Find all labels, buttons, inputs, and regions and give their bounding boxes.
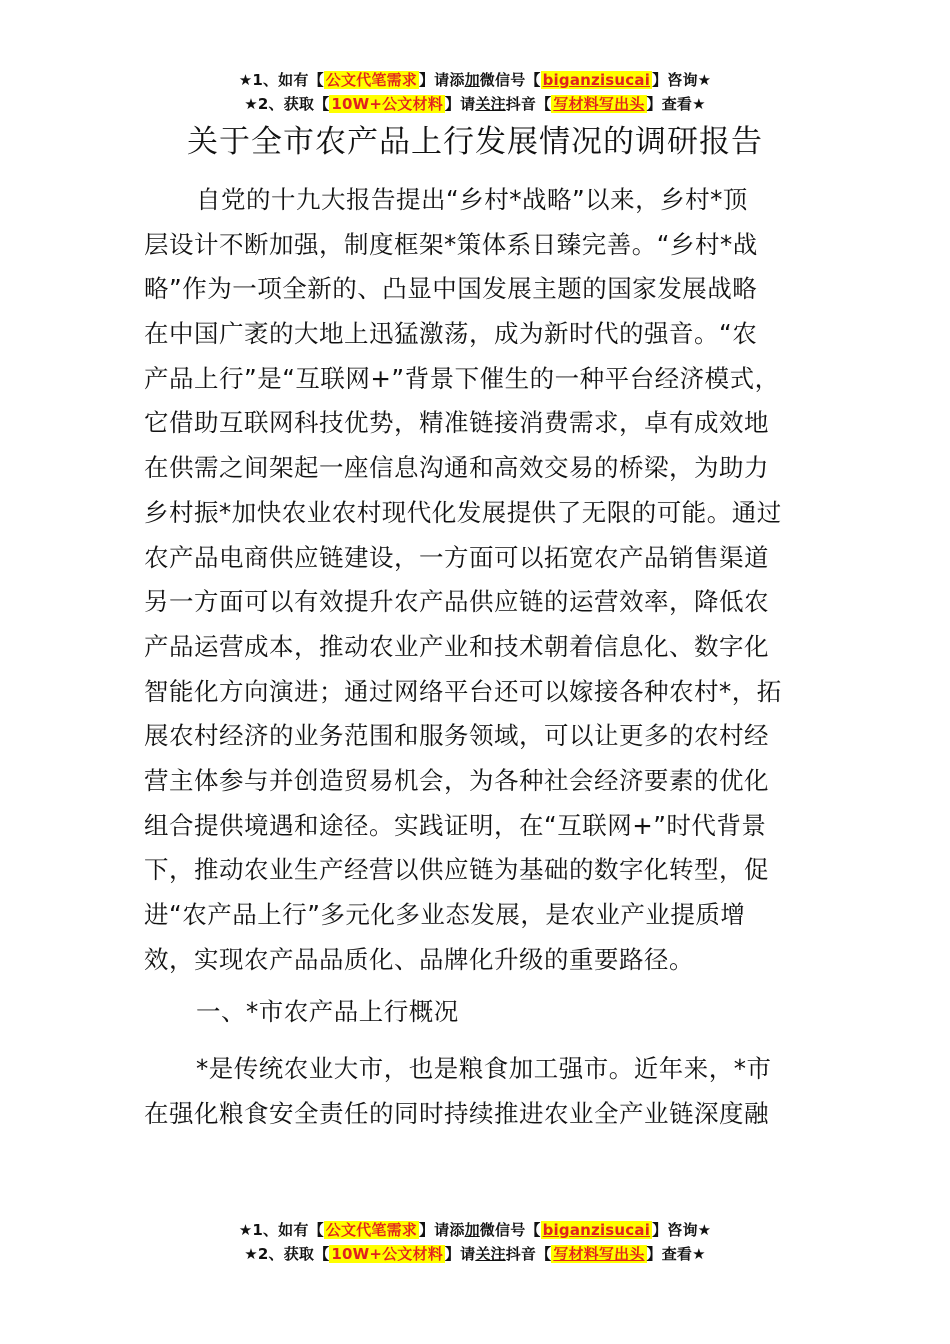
paragraph-line: 下，推动农业生产经营以供应链为基础的数字化转型，促	[144, 855, 769, 885]
paragraph-line: 在中国广袤的大地上迅猛激荡，成为新时代的强音。“农	[144, 319, 758, 349]
banner-text: 】请	[444, 1245, 476, 1263]
paragraph-line: 农产品电商供应链建设，一方面可以拓宽农产品销售渠道	[144, 542, 769, 572]
banner-text: 】请添	[418, 71, 465, 89]
banner-text: 】查看★	[646, 95, 706, 113]
banner-text: 微信号【	[479, 71, 541, 89]
highlight-materials: 10W+公文材料	[331, 1245, 443, 1263]
paragraph-line: 产品运营成本，推动农业产业和技术朝着信息化、数字化	[144, 631, 769, 661]
highlight-douyin-id: 写材料写出头	[553, 1245, 645, 1263]
paragraph-line: 自党的十九大报告提出“乡村*战略”以来，乡村*顶	[196, 185, 748, 214]
banner-text: 】请	[444, 95, 476, 113]
banner-text: ★1、如有【	[238, 71, 324, 89]
bottom-banner	[0, 1218, 950, 1266]
banner-text: 抖音【	[505, 1245, 552, 1263]
paragraph-line: 展农村经济的业务范围和服务领域，可以让更多的农村经	[144, 721, 769, 751]
banner-line-1	[0, 68, 950, 92]
paragraph-line: 另一方面可以有效提升农产品供应链的运营效率，降低农	[144, 587, 769, 617]
paragraph-line: 效，实现农产品品质化、品牌化升级的重要路径。	[144, 944, 694, 974]
banner-line-1	[0, 1218, 950, 1242]
paragraph-line: 乡村振*加快农业农村现代化发展提供了无限的可能。通过	[144, 497, 782, 527]
banner-text: 抖音【	[505, 95, 552, 113]
banner-text: 】咨询★	[652, 71, 712, 89]
banner-text: 微信号【	[479, 1221, 541, 1239]
banner-emphasis: 关注	[475, 95, 506, 113]
paragraph-line: 产品上行”是“互联网+”背景下催生的一种平台经济模式，	[144, 363, 780, 393]
paragraph-line: 它借助互联网科技优势，精准链接消费需求，卓有成效地	[144, 408, 769, 438]
banner-text: 】咨询★	[652, 1221, 712, 1239]
highlight-douyin-id: 写材料写出头	[553, 95, 645, 113]
document-body-2	[144, 1047, 814, 1136]
paragraph-line: 进“农产品上行”多元化多业态发展，是农业产业提质增	[144, 900, 746, 929]
document-title: 关于全市农产品上行发展情况的调研报告	[187, 124, 763, 160]
highlight-service: 公文代笔需求	[325, 71, 417, 89]
paragraph-line: 在供需之间架起一座信息沟通和高效交易的桥梁，为助力	[144, 453, 769, 483]
banner-line-2	[0, 92, 950, 116]
banner-emphasis: 关注	[475, 1245, 506, 1263]
paragraph-line: 在强化粮食安全责任的同时持续推进农业全产业链深度融	[144, 1098, 769, 1128]
banner-emphasis: 加	[464, 71, 480, 89]
top-banner	[0, 68, 950, 116]
highlight-wechat-id: biganzisucai	[542, 1221, 651, 1239]
banner-text: ★2、获取【	[244, 1245, 330, 1263]
highlight-service: 公文代笔需求	[325, 1221, 417, 1239]
banner-text: ★1、如有【	[238, 1221, 324, 1239]
banner-emphasis: 加	[464, 1221, 480, 1239]
paragraph-line: 层设计不断加强，制度框架*策体系日臻完善。“乡村*战	[144, 229, 758, 259]
section-heading-block	[144, 990, 814, 1035]
banner-text: 】查看★	[646, 1245, 706, 1263]
paragraph-line: 组合提供境遇和途径。实践证明，在“互联网+”时代背景	[144, 810, 767, 840]
paragraph-line: 营主体参与并创造贸易机会，为各种社会经济要素的优化	[144, 765, 769, 795]
banner-line-2	[0, 1242, 950, 1266]
highlight-wechat-id: biganzisucai	[542, 71, 651, 89]
paragraph-line: *是传统农业大市，也是粮食加工强市。近年来，*市	[196, 1054, 772, 1083]
document-body	[144, 178, 814, 982]
paragraph-line: 略”作为一项全新的、凸显中国发展主题的国家发展战略	[144, 274, 758, 304]
highlight-materials: 10W+公文材料	[331, 95, 443, 113]
paragraph-line: 智能化方向演进；通过网络平台还可以嫁接各种农村*，拓	[144, 676, 782, 706]
banner-text: ★2、获取【	[244, 95, 330, 113]
banner-text: 】请添	[418, 1221, 465, 1239]
section-heading: 一、*市农产品上行概况	[196, 997, 459, 1026]
